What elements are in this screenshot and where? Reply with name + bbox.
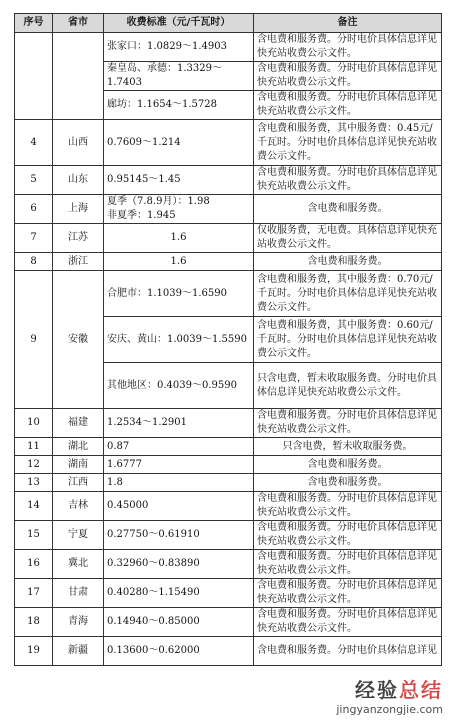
province-cell: 吉林 — [53, 492, 104, 521]
index-cell: 12 — [15, 456, 53, 474]
table-row — [15, 521, 442, 550]
province-cell — [53, 33, 104, 120]
note-cell: 含电费和服务费。分时电价具体信息详见快充站收费公示文件。 — [254, 579, 442, 608]
province-cell: 浙江 — [53, 253, 104, 271]
table-row — [15, 271, 442, 317]
fee-cell: 廊坊：1.1654～1.5728 — [104, 91, 254, 120]
watermark-brand-a: 经验 — [355, 678, 399, 702]
province-cell: 甘肃 — [53, 579, 104, 608]
watermark-brand-b: 总结 — [399, 678, 443, 702]
table-row — [15, 253, 442, 271]
index-cell: 5 — [15, 166, 53, 195]
index-cell: 7 — [15, 224, 53, 253]
fee-summer: 夏季（7.8.9月）：1.98 — [107, 196, 210, 207]
table-row — [15, 224, 442, 253]
fee-non-summer: 非夏季：1.945 — [107, 210, 176, 221]
table-row — [15, 195, 442, 224]
table-row — [15, 166, 442, 195]
note-cell: 含电费和服务费。分时电价具体信息详见快充站收费公示文件。 — [254, 91, 442, 120]
note-cell: 只含电费，暂未收取服务费。 — [254, 438, 442, 456]
fee-cell: 1.6 — [104, 224, 254, 253]
index-cell: 10 — [15, 409, 53, 438]
index-cell — [15, 33, 53, 120]
table-row — [15, 637, 442, 666]
fee-cell: 0.14940～0.85000 — [104, 608, 254, 637]
note-cell: 含电费和服务费。分时电价具体信息详见快充站收费公示文件。 — [254, 409, 442, 438]
note-cell: 含电费和服务费。分时电价具体信息详见快充站收费公示文件。 — [254, 608, 442, 637]
province-cell: 福建 — [53, 409, 104, 438]
fee-cell: 安庆、黄山：1.0039～1.5590 — [104, 317, 254, 363]
fee-cell: 张家口：1.0829～1.4903 — [104, 33, 254, 62]
index-cell: 17 — [15, 579, 53, 608]
fee-cell: 1.6777 — [104, 456, 254, 474]
table-row — [15, 438, 442, 456]
index-cell: 9 — [15, 271, 53, 409]
fee-cell: 0.45000 — [104, 492, 254, 521]
note-cell: 含电费和服务费，其中服务费：0.70元/千瓦时。分时电价具体信息详见快充站收费公示文件。 — [254, 271, 442, 317]
index-cell: 19 — [15, 637, 53, 666]
province-cell: 青海 — [53, 608, 104, 637]
index-cell: 4 — [15, 120, 53, 166]
province-cell: 江西 — [53, 474, 104, 492]
province-cell: 山东 — [53, 166, 104, 195]
index-cell: 18 — [15, 608, 53, 637]
index-cell: 11 — [15, 438, 53, 456]
note-cell: 含电费和服务费。 — [254, 474, 442, 492]
header-note: 备注 — [254, 14, 442, 33]
watermark-url: jingyanzongjie.com — [336, 703, 443, 716]
note-cell: 仅收服务费，无电费。具体信息详见快充站收费公示文件。 — [254, 224, 442, 253]
header-fee-standard: 收费标准（元/千瓦时） — [104, 14, 254, 33]
index-cell: 15 — [15, 521, 53, 550]
fee-cell: 0.13600～0.62000 — [104, 637, 254, 666]
province-cell: 湖北 — [53, 438, 104, 456]
table-row — [15, 409, 442, 438]
note-cell: 含电费和服务费。分时电价具体信息详见快充站收费公示文件。 — [254, 33, 442, 62]
fee-cell: 1.8 — [104, 474, 254, 492]
table-header-row — [15, 14, 442, 33]
charging-fee-table — [14, 13, 442, 666]
index-cell: 16 — [15, 550, 53, 579]
fee-cell: 0.95145～1.45 — [104, 166, 254, 195]
index-cell: 13 — [15, 474, 53, 492]
note-cell: 含电费和服务费。分时电价具体信息详见快充站收费公示文件。 — [254, 550, 442, 579]
fee-cell: 0.7609～1.214 — [104, 120, 254, 166]
fee-cell: 1.6 — [104, 253, 254, 271]
header-province: 省市 — [53, 14, 104, 33]
note-cell: 含电费和服务费。 — [254, 253, 442, 271]
note-cell: 含电费和服务费。分时电价具体信息详见快充站收费公示文件。 — [254, 521, 442, 550]
note-cell: 含电费和服务费。分时电价具体信息详见快充站收费公示文件。 — [254, 62, 442, 91]
watermark — [336, 674, 443, 716]
fee-cell: 0.87 — [104, 438, 254, 456]
fee-cell: 合肥市：1.1039～1.6590 — [104, 271, 254, 317]
table-row — [15, 579, 442, 608]
fee-cell: 其他地区：0.4039～0.9590 — [104, 363, 254, 409]
province-cell: 山西 — [53, 120, 104, 166]
note-cell: 含电费和服务费，其中服务费：0.60元/千瓦时。分时电价具体信息详见快充站收费公示文件。 — [254, 317, 442, 363]
fee-cell: 0.40280～1.15490 — [104, 579, 254, 608]
watermark-brand — [336, 674, 443, 703]
province-cell: 江苏 — [53, 224, 104, 253]
province-cell: 冀北 — [53, 550, 104, 579]
table-row — [15, 474, 442, 492]
fee-cell — [104, 195, 254, 224]
note-cell: 含电费和服务费。 — [254, 195, 442, 224]
province-cell: 湖南 — [53, 456, 104, 474]
index-cell: 14 — [15, 492, 53, 521]
province-cell: 宁夏 — [53, 521, 104, 550]
note-cell: 含电费和服务费，其中服务费：0.45元/千瓦时。分时电价具体信息详见快充站收费公示文件。 — [254, 120, 442, 166]
note-cell: 含电费和服务费。分时电价具体信息详见 — [254, 637, 442, 666]
province-cell: 安徽 — [53, 271, 104, 409]
fee-cell: 1.2534～1.2901 — [104, 409, 254, 438]
index-cell: 8 — [15, 253, 53, 271]
fee-cell: 0.32960～0.83890 — [104, 550, 254, 579]
header-index: 序号 — [15, 14, 53, 33]
table-row — [15, 608, 442, 637]
note-cell: 只含电费，暂未收取服务费。分时电价具体信息详见快充站收费公示文件。 — [254, 363, 442, 409]
table-row — [15, 492, 442, 521]
table-row — [15, 33, 442, 62]
note-cell: 含电费和服务费。分时电价具体信息详见快充站收费公示文件。 — [254, 492, 442, 521]
fee-cell: 0.27750～0.61910 — [104, 521, 254, 550]
table-row — [15, 120, 442, 166]
province-cell: 上海 — [53, 195, 104, 224]
note-cell: 含电费和服务费。 — [254, 456, 442, 474]
index-cell: 6 — [15, 195, 53, 224]
province-cell: 新疆 — [53, 637, 104, 666]
fee-cell: 秦皇岛、承德：1.3329～1.7403 — [104, 62, 254, 91]
table-row — [15, 456, 442, 474]
note-cell: 含电费和服务费。分时电价具体信息详见快充站收费公示文件。 — [254, 166, 442, 195]
table-row — [15, 550, 442, 579]
